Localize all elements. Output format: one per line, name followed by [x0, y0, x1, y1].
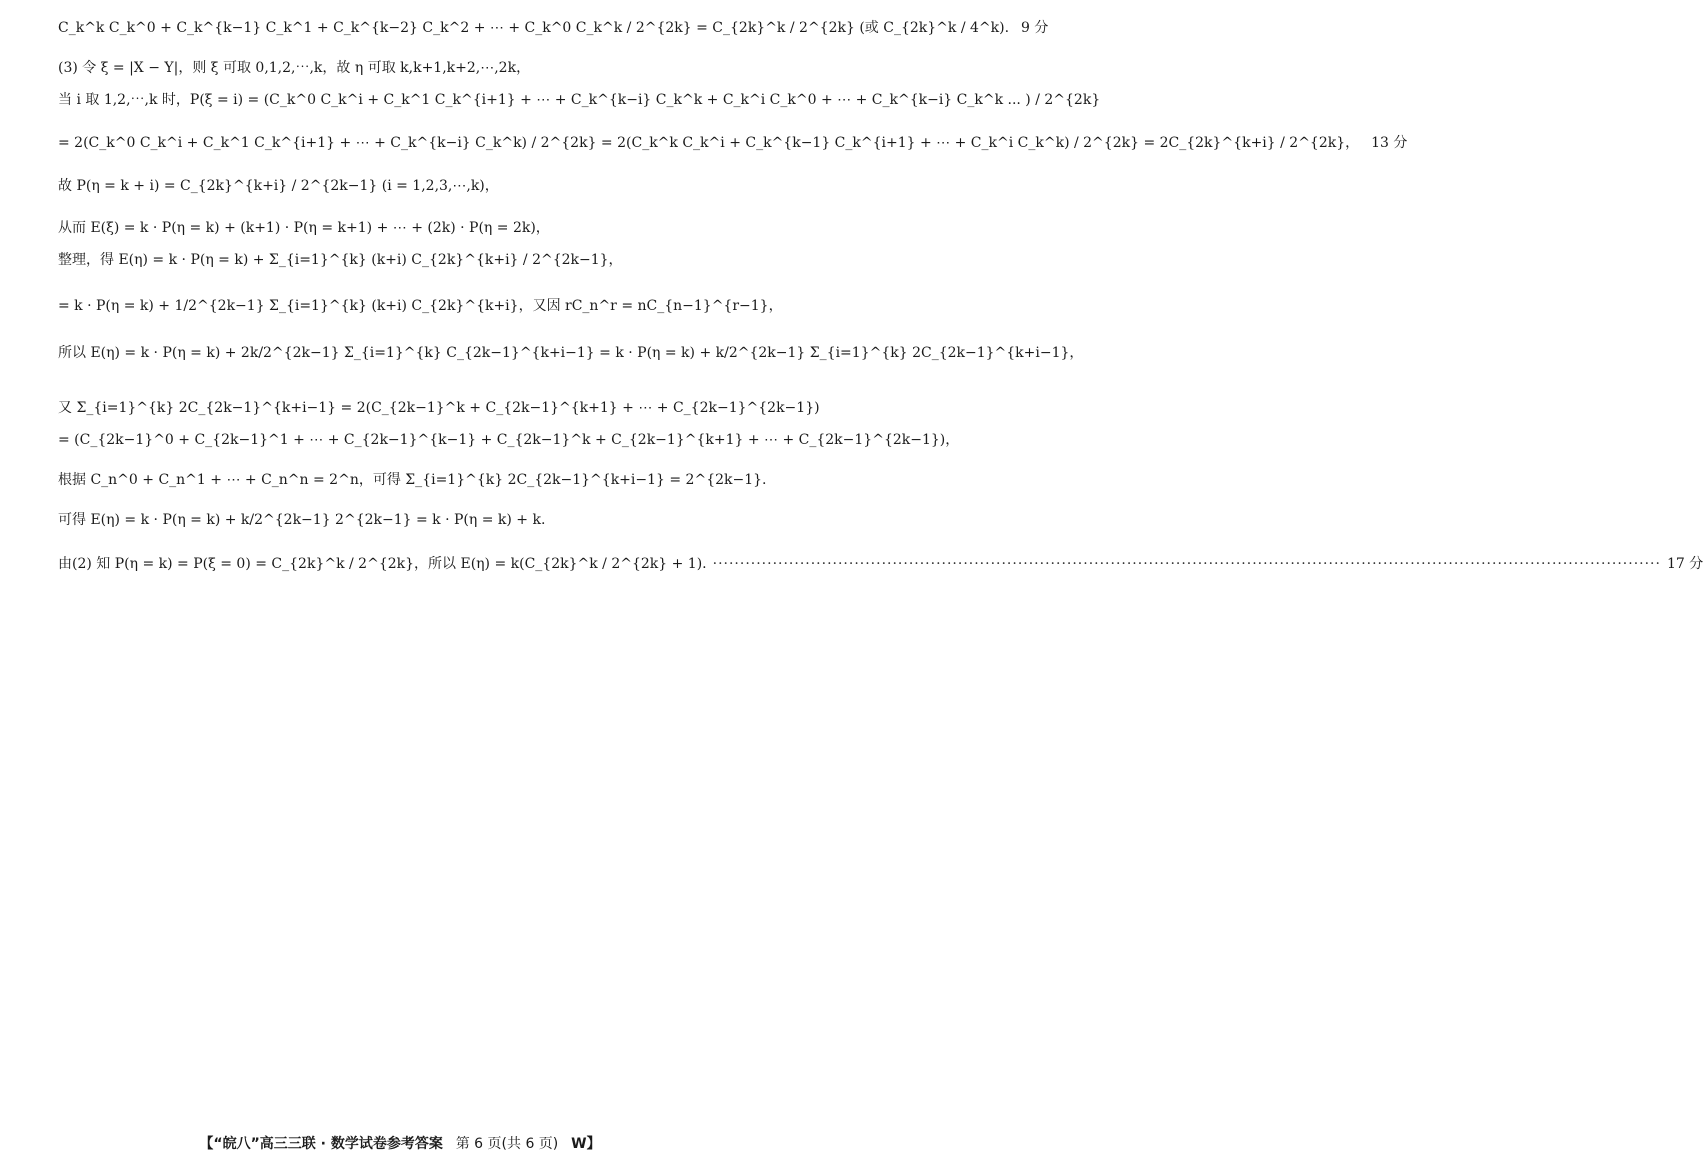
line-text: = (C_{2k−1}^0 + C_{2k−1}^1 + ⋯ + C_{2k−1}^{k−1} + C_{2k−1}^k + C_{2k−1}^{k+1} + ⋯ + C_{2k−1}^{2k−1})， — [58, 432, 960, 448]
line-text: 可得 E(η) = k · P(η = k) + k/2^{2k−1} 2^{2k−1} = k · P(η = k) + k. — [58, 512, 546, 528]
line-6 — [58, 220, 764, 237]
line-text: 又 Σ_{i=1}^{k} 2C_{2k−1}^{k+i−1} = 2(C_{2k−1}^k + C_{2k−1}^{k+1} + ⋯ + C_{2k−1}^{2k−1}) — [58, 400, 820, 416]
line-text: 故 P(η = k + i) = C_{2k}^{k+i} / 2^{2k−1} (i = 1,2,3,⋯,k)， — [58, 178, 499, 194]
page-footer — [0, 1133, 800, 1153]
line-text: = k · P(η = k) + 1/2^{2k−1} Σ_{i=1}^{k} (k+i) C_{2k}^{k+i}，又因 rC_n^r = nC_{n−1}^{r−1}， — [58, 298, 783, 314]
line-text: C_k^k C_k^0 + C_k^{k−1} C_k^1 + C_k^{k−2} C_k^2 + ⋯ + C_k^0 C_k^k / 2^{2k} = C_{2k}^k / 2^{2k} (或 C_{2k}^k / 4^k). — [58, 20, 1010, 36]
line-text: 由(2) 知 P(η = k) = P(ξ = 0) = C_{2k}^k / 2^{2k}，所以 E(η) = k(C_{2k}^k / 2^{2k} + 1). — [58, 556, 707, 572]
line-text: 从而 E(ξ) = k · P(η = k) + (k+1) · P(η = k+1) + ⋯ + (2k) · P(η = 2k)， — [58, 220, 550, 236]
line-1 — [58, 20, 1049, 37]
footer-page: 第 6 页(共 6 页) — [455, 1136, 559, 1152]
line-text: 整理，得 E(η) = k · P(η = k) + Σ_{i=1}^{k} (k+i) C_{2k}^{k+i} / 2^{2k−1}， — [58, 252, 623, 268]
line-12 — [58, 472, 767, 489]
footer-left: 【“皖八”高三三联 · 数学试卷参考答案 — [199, 1136, 443, 1152]
footer-right: W】 — [571, 1136, 601, 1152]
score-label: 13 分 — [1371, 135, 1408, 151]
line-9 — [58, 345, 1084, 362]
score-label: 9 分 — [1021, 20, 1049, 36]
line-13 — [58, 512, 764, 529]
line-text: (3) 令 ξ = |X − Y|，则 ξ 可取 0,1,2,⋯,k，故 η 可取 k,k+1,k+2,⋯,2k， — [58, 60, 531, 76]
score-label: 17 分 — [1666, 556, 1703, 572]
line-4 — [58, 135, 1408, 152]
line-14 — [58, 556, 1703, 573]
line-text: 当 i 取 1,2,⋯,k 时，P(ξ = i) = (C_k^0 C_k^i + C_k^1 C_k^{i+1} + ⋯ + C_k^{k−i} C_k^k + C_k^i C_k^0 + ⋯ + C_k^{k−i} C_k^k ... ) / 2^{2k} — [58, 92, 1101, 108]
line-7 — [58, 252, 764, 269]
line-3 — [58, 92, 1101, 109]
line-2 — [58, 60, 764, 77]
line-text: 所以 E(η) = k · P(η = k) + 2k/2^{2k−1} Σ_{i=1}^{k} C_{2k−1}^{k+i−1} = k · P(η = k) + k/2^{2k−1} Σ_{i=1}^{k} 2C_{2k−1}^{k+i−1}， — [58, 345, 1084, 361]
line-text: = 2(C_k^0 C_k^i + C_k^1 C_k^{i+1} + ⋯ + C_k^{k−i} C_k^k) / 2^{2k} = 2(C_k^k C_k^i + C_k^{k−1} C_k^{i+1} + ⋯ + C_k^i C_k^k) / 2^{2k} = 2C_{2k}^{k+i} / 2^{2k}， — [58, 135, 1360, 151]
line-10 — [58, 400, 820, 417]
line-11 — [58, 432, 960, 449]
line-5 — [58, 178, 764, 195]
line-text: 根据 C_n^0 + C_n^1 + ⋯ + C_n^n = 2^n，可得 Σ_{i=1}^{k} 2C_{2k−1}^{k+i−1} = 2^{2k−1}. — [58, 472, 767, 488]
line-8 — [58, 298, 783, 315]
